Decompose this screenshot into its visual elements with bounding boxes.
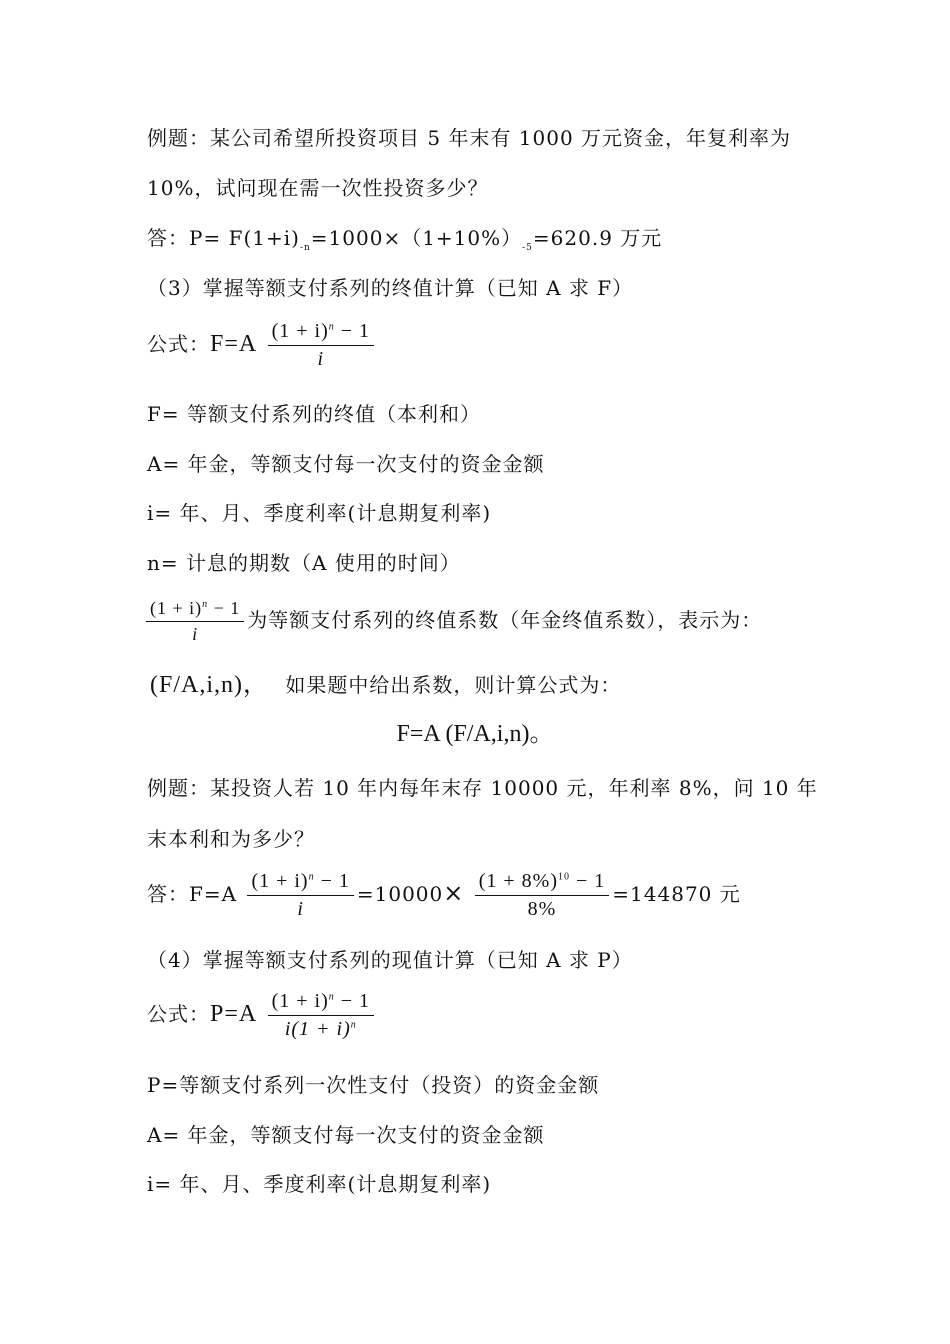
coefficient-fraction [146,598,244,645]
answer2-prefix: 答：F=A [147,882,238,906]
answer-middle: =1000×（1+10%） [310,226,523,250]
coefficient-description: 为等额支付系列的终值系数（年金终值系数），表示为： [247,608,763,632]
example1-question-line2: 10%，试问现在需一次性投资多少？ [147,176,489,200]
answer2-fraction-2 [475,870,610,921]
numerator-tail: − 1 [334,320,371,342]
coef-denominator: i [192,624,199,644]
section3-formula [147,320,377,371]
pv-numerator-tail: − 1 [334,990,371,1012]
definition-A: A= 年金，等额支付每一次支付的资金金额 [147,452,545,476]
example1-answer [147,222,662,253]
answer-exponent-2: -5 [522,243,533,253]
section4-heading: （4）掌握等额支付系列的现值计算（已知 A 求 P） [147,948,633,972]
definition-P: P=等额支付系列一次性支付（投资）的资金金额 [147,1073,600,1097]
example2-question-line2: 末本利和为多少？ [147,827,315,851]
coefficient-line [146,598,762,645]
numerator-base: (1 + i) [271,320,329,342]
coefficient-formula: F=A (F/A,i,n)。 [396,721,554,747]
answer2-suffix: =144870 元 [612,882,741,906]
coefficient-notation-line [150,664,621,699]
coef-numerator-base: (1 + i) [150,598,203,618]
formula4-lhs: P=A [210,1001,258,1027]
example1-question-line1: 例题：某公司希望所投资项目 5 年末有 1000 万元资金，年复利率为 [147,126,792,150]
answer2-middle: =10000 [356,882,444,906]
times-sign: × [443,879,465,907]
definition-F: F= 等额支付系列的终值（本利和） [147,402,481,426]
annuity-pv-fraction [268,990,374,1041]
answer2-fraction-1 [247,870,353,921]
answer2-den: i [297,898,304,920]
answer-exponent-1: -n [299,243,311,253]
definition-A-2: A= 年金，等额支付每一次支付的资金金额 [147,1123,545,1147]
coefficient-given-text: 如果题中给出系数，则计算公式为： [285,673,622,697]
section3-heading: （3）掌握等额支付系列的终值计算（已知 A 求 F） [147,276,634,300]
section4-formula [147,990,377,1041]
answer2-frac2-exponent: 10 [558,871,570,883]
example2-question-line1: 例题：某投资人若 10 年内每年末存 10000 元，年利率 8%，问 10 年 [147,776,818,800]
answer2-num-base: (1 + i) [251,870,309,892]
answer2-frac2-den: 8% [527,898,557,920]
formula4-label: 公式： [147,1002,210,1026]
pv-denominator-exponent: n [350,1019,357,1031]
coef-numerator-exponent: n [202,599,209,610]
denominator: i [317,348,325,370]
example2-answer [147,870,741,921]
definition-i: i= 年、月、季度利率(计息期复利率) [147,501,492,525]
coef-numerator-tail: − 1 [208,598,241,618]
answer2-frac2-base: (1 + 8%) [478,870,558,892]
definition-i-2: i= 年、月、季度利率(计息期复利率) [147,1172,492,1196]
answer2-num-exponent: n [308,871,315,883]
annuity-fv-fraction [268,320,374,371]
pv-numerator-base: (1 + i) [271,990,329,1012]
answer-suffix: =620.9 万元 [532,226,663,250]
pv-denominator: i(1 + i) [284,1018,351,1040]
pv-numerator-exponent: n [328,991,335,1003]
formula-label: 公式： [147,332,210,356]
coefficient-notation: (F/A,i,n)， [150,672,268,698]
answer2-num-tail: − 1 [314,870,350,892]
answer-prefix: 答：P= F(1+i) [147,226,300,250]
numerator-exponent: n [328,321,335,333]
definition-n: n= 计息的期数（A 使用的时间） [147,551,461,575]
formula-lhs: F=A [210,331,258,357]
answer2-frac2-tail: − 1 [570,870,606,892]
